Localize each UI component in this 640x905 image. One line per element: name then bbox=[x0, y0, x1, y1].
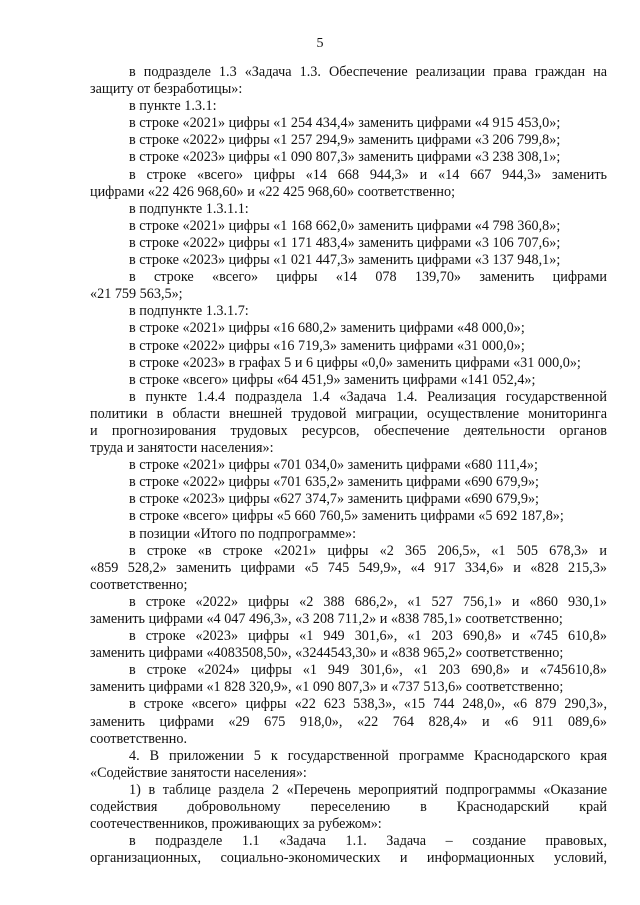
text-line: в строке «2022» цифры «1 257 294,9» заменить цифрами «3 206 799,8»; bbox=[129, 132, 561, 149]
text-line: в пункте 1.4.4 подраздела 1.4 «Задача 1.4. Реализация государственной bbox=[129, 388, 607, 405]
text-line: заменить цифрами «4 047 496,3», «3 208 711,2» и «838 785,1» соответственно; bbox=[90, 611, 563, 627]
text-line: и прогнозирования трудовых ресурсов, обеспечение деятельности органов bbox=[90, 422, 607, 439]
text-line: в строке «в строке «2021» цифры «2 365 206,5», «1 505 678,3» и bbox=[129, 542, 607, 559]
text-line: в строке «всего» цифры «14 668 944,3» и «14 667 944,3» заменить bbox=[129, 166, 607, 183]
text-line: в строке «всего» цифры «64 451,9» заменить цифрами «141 052,4»; bbox=[129, 371, 536, 388]
text-line: соответственно. bbox=[90, 730, 188, 747]
text-line: заменить цифрами «29 675 918,0», «22 764 828,4» и «6 911 089,6» bbox=[90, 713, 607, 730]
text-line: труда и занятости населения»: bbox=[90, 440, 274, 457]
text-line: в подразделе 1.3 «Задача 1.3. Обеспечение реализации права граждан на bbox=[129, 64, 607, 80]
text-line: в строке «всего» цифры «14 078 139,70» заменить цифрами bbox=[129, 269, 607, 286]
text-line: заменить цифрами «1 828 320,9», «1 090 807,3» и «737 513,6» соответственно; bbox=[90, 679, 564, 696]
text-line: в строке «2023» в графах 5 и 6 цифры «0,0» заменить цифрами «31 000,0»; bbox=[129, 354, 581, 371]
text-line: в строке «2024» цифры «1 949 301,6», «1 203 690,8» и «745610,8» bbox=[129, 662, 607, 679]
text-line: в строке «2023» цифры «1 021 447,3» заменить цифрами «3 137 948,1»; bbox=[129, 252, 561, 269]
text-line: «Содействие занятости населения»: bbox=[90, 764, 307, 781]
text-line: заменить цифрами «4083508,50», «3244543,30» и «838 965,2» соответственно; bbox=[90, 645, 564, 662]
text-line: в строке «всего» цифры «22 623 538,3», «15 744 248,0», «6 879 290,3», bbox=[129, 696, 607, 713]
text-line: в строке «2022» цифры «701 635,2» заменить цифрами «690 679,9»; bbox=[129, 474, 539, 491]
text-line: в пункте 1.3.1: bbox=[129, 98, 217, 115]
text-line: организационных, социально-экономических и информационных условий, bbox=[90, 850, 607, 867]
text-line: в строке «всего» цифры «5 660 760,5» заменить цифрами «5 692 187,8»; bbox=[129, 508, 564, 525]
text-line: в строке «2022» цифры «1 171 483,4» заменить цифрами «3 106 707,6»; bbox=[129, 234, 561, 251]
text-line: в строке «2021» цифры «701 034,0» заменить цифрами «680 111,4»; bbox=[129, 457, 538, 474]
text-line: в подпункте 1.3.1.1: bbox=[129, 200, 249, 217]
text-line: в строке «2023» цифры «1 949 301,6», «1 203 690,8» и «745 610,8» bbox=[129, 628, 607, 645]
text-line: в строке «2021» цифры «1 168 662,0» заменить цифрами «4 798 360,8»; bbox=[129, 217, 561, 234]
text-line: в строке «2023» цифры «627 374,7» заменить цифрами «690 679,9»; bbox=[129, 491, 539, 508]
text-line: защиту от безработицы»: bbox=[90, 81, 243, 98]
text-line: содействия добровольному переселению в Краснодарский край bbox=[90, 799, 607, 816]
text-line: политики в области внешней трудовой миграции, осуществление мониторинга bbox=[90, 405, 607, 422]
text-line: в подразделе 1.1 «Задача 1.1. Задача – создание правовых, bbox=[129, 833, 607, 850]
text-line: «859 528,2» заменить цифрами «5 745 549,9», «4 917 334,6» и «828 215,3» bbox=[90, 559, 607, 576]
text-line: в строке «2021» цифры «1 254 434,4» заменить цифрами «4 915 453,0»; bbox=[129, 115, 561, 132]
document-body bbox=[90, 64, 607, 867]
text-line: в строке «2022» цифры «2 388 686,2», «1 527 756,1» и «860 930,1» bbox=[129, 593, 607, 610]
text-line: соответственно; bbox=[90, 576, 188, 593]
text-line: в строке «2021» цифры «16 680,2» заменить цифрами «48 000,0»; bbox=[129, 320, 525, 337]
text-line: «21 759 563,5»; bbox=[90, 286, 183, 303]
text-line: цифрами «22 426 968,60» и «22 425 968,60» соответственно; bbox=[90, 183, 456, 200]
text-line: в строке «2023» цифры «1 090 807,3» заменить цифрами «3 238 308,1»; bbox=[129, 149, 561, 166]
text-line: в подпункте 1.3.1.7: bbox=[129, 303, 249, 320]
text-line: в позиции «Итого по подпрограмме»: bbox=[129, 525, 357, 542]
text-line: соотечественников, проживающих за рубежом»: bbox=[90, 816, 382, 833]
text-line: 4. В приложении 5 к государственной программе Краснодарского края bbox=[129, 747, 607, 764]
text-line: в строке «2022» цифры «16 719,3» заменить цифрами «31 000,0»; bbox=[129, 337, 525, 354]
page-number: 5 bbox=[316, 36, 324, 51]
text-line: 1) в таблице раздела 2 «Перечень мероприятий подпрограммы «Оказание bbox=[129, 781, 607, 798]
